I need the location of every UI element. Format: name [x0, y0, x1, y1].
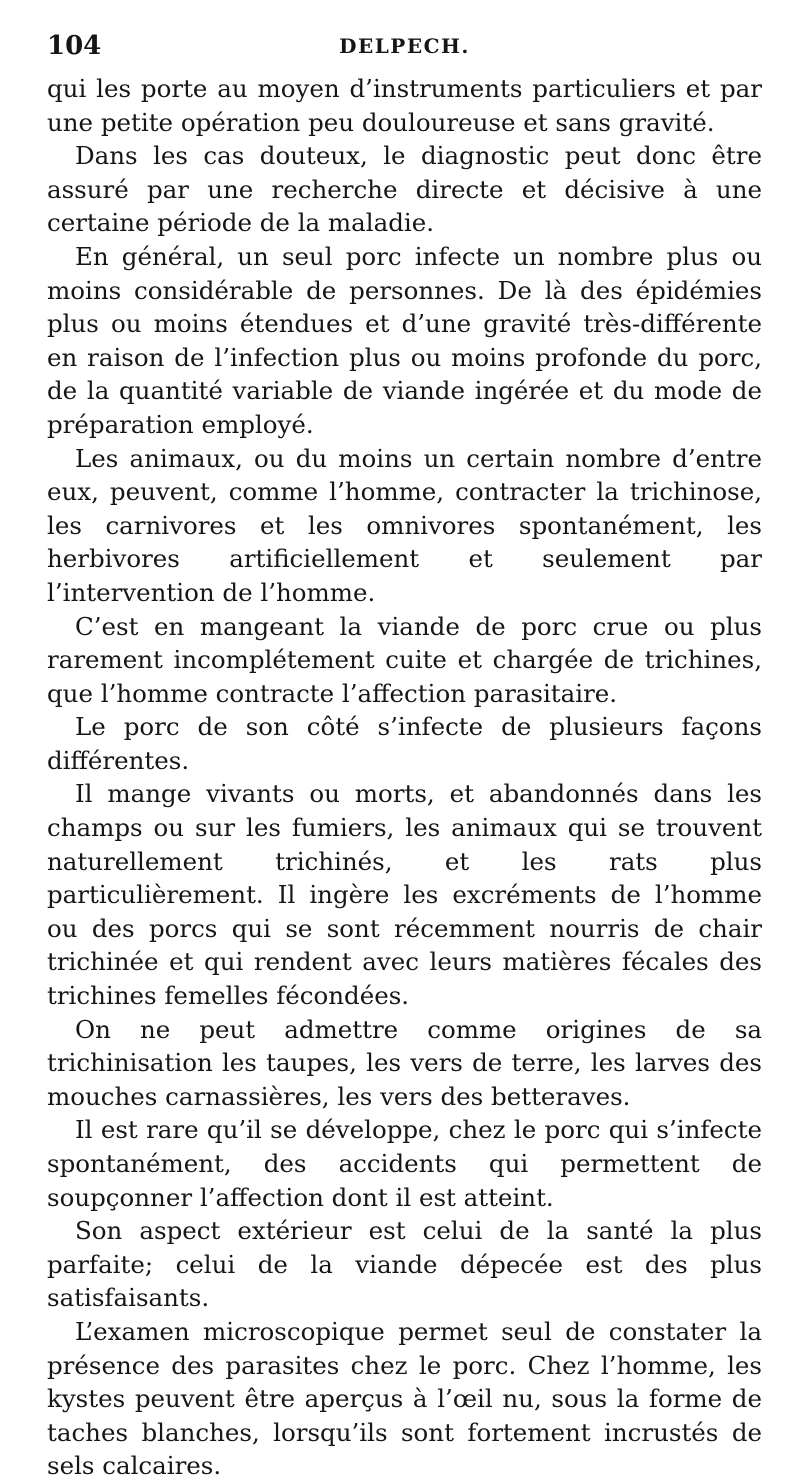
paragraph: Il est rare qu’il se développe, chez le porc qui s’infecte spontanément, des accidents qui permettent de soupçonner l’affection dont il est atteint. [47, 1115, 762, 1212]
body-text [47, 72, 762, 1483]
paragraph: On ne peut admettre comme origines de sa trichinisation les taupes, les vers de terre, les larves des mouches carnassières, les vers des betteraves. [47, 1014, 762, 1111]
paragraph: En général, un seul porc infecte un nombre plus ou moins considérable de personnes. De là des épidémies plus ou moins étendues et d’une gravité très-différente en raison de l’infection plus ou moins profonde du porc, de la quantité variable de viande ingérée et du mode de préparation employé. [47, 241, 762, 439]
paragraph: L’examen microscopique permet seul de constater la présence des parasites chez le porc. Chez l’homme, les kystes peuvent être aperçus à l’œil nu, sous la forme de taches blanches, lorsqu’ils sont fortement incrustés de sels calcaires. [47, 1316, 762, 1481]
paragraph: C’est en mangeant la viande de porc crue ou plus rarement incomplétement cuite et chargée de trichines, que l’homme contracte l’affection parasitaire. [47, 611, 762, 708]
paragraph: Le porc de son côté s’infecte de plusieurs façons différentes. [47, 712, 762, 775]
paragraph: Son aspect extérieur est celui de la santé la plus parfaite; celui de la viande dépecée est des plus satisfaisants. [47, 1216, 762, 1313]
page-header [47, 26, 762, 66]
paragraph: qui les porte au moyen d’instruments particuliers et par une petite opération peu douloureuse et sans gravité. [47, 74, 762, 137]
paragraph: Les animaux, ou du moins un certain nombre d’entre eux, peuvent, comme l’homme, contracter la trichinose, les carnivores et les omnivores spontanément, les herbivores artificiellement et seulement par l’intervention de l’homme. [47, 443, 762, 607]
paragraph: Dans les cas douteux, le diagnostic peut donc être assuré par une recherche directe et décisive à une certaine période de la maladie. [47, 141, 762, 238]
running-title: DELPECH. [339, 34, 470, 58]
page-number: 104 [47, 31, 102, 61]
paragraph: Il mange vivants ou morts, et abandonnés dans les champs ou sur les fumiers, les animaux qui se trouvent naturellement trichinés, et les rats plus particulièrement. Il ingère les excréments de l’homme ou des porcs qui se sont récemment nourris de chair trichinée et qui rendent avec leurs matières fécales des trichines femelles fécondées. [47, 779, 762, 1011]
